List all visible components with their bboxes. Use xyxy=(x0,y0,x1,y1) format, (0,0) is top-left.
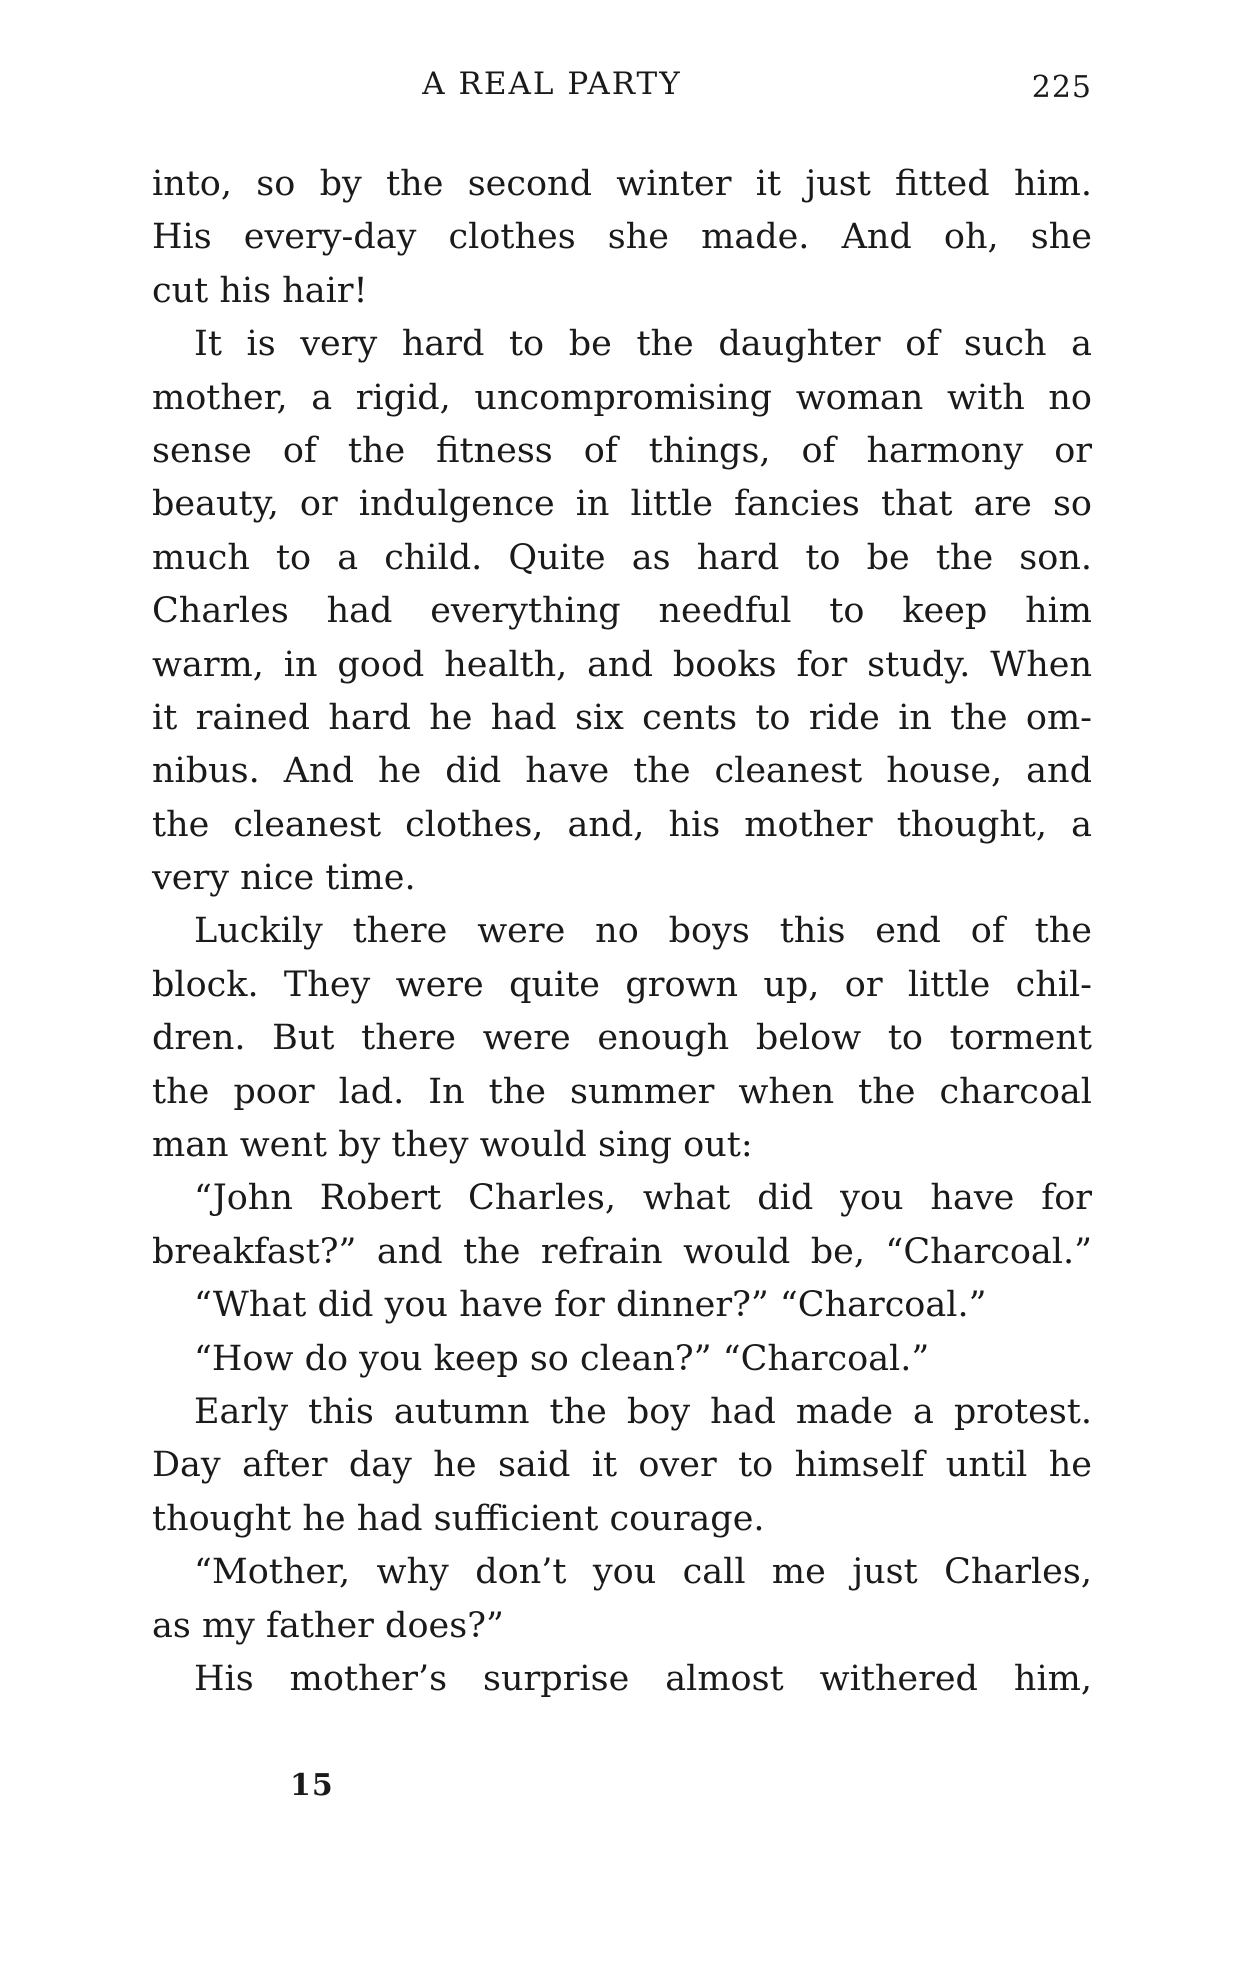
text-line: it rained hard he had six cents to ride in the om- xyxy=(152,697,1092,738)
text-line: Day after day he said it over to himself until he xyxy=(152,1445,1092,1486)
text-line: much to a child. Quite as hard to be the son. xyxy=(152,537,1092,578)
signature-mark: 15 xyxy=(290,1768,334,1803)
text-line: very nice time. xyxy=(152,858,416,899)
text-line: It is very hard to be the daughter of such a xyxy=(194,324,1092,365)
text-line: Early this autumn the boy had made a protest. xyxy=(194,1391,1092,1432)
text-line: “How do you keep so clean?” “Charcoal.” xyxy=(194,1338,930,1379)
text-line: nibus. And he did have the cleanest house, and xyxy=(152,751,1092,792)
body-text xyxy=(152,158,1092,1706)
running-title: A REAL PARTY xyxy=(422,66,682,102)
text-line: Charles had everything needful to keep him xyxy=(152,591,1092,632)
text-line: as my father does?” xyxy=(152,1605,504,1646)
text-line: Luckily there were no boys this end of the xyxy=(194,911,1092,952)
text-line: beauty, or indulgence in little fancies that are so xyxy=(152,484,1092,525)
text-line: thought he had sufficient courage. xyxy=(152,1498,765,1539)
text-line: breakfast?” and the refrain would be, “Charcoal.” xyxy=(152,1231,1092,1272)
text-line: the cleanest clothes, and, his mother thought, a xyxy=(152,804,1092,845)
text-line: cut his hair! xyxy=(152,270,368,311)
text-line: dren. But there were enough below to torment xyxy=(152,1018,1092,1059)
page-number: 225 xyxy=(1031,70,1092,105)
text-line: His every-day clothes she made. And oh, she xyxy=(152,217,1092,258)
text-line: into, so by the second winter it just fitted him. xyxy=(152,164,1092,204)
text-line: warm, in good health, and books for study. When xyxy=(152,644,1092,685)
text-line: mother, a rigid, uncompromising woman with no xyxy=(152,377,1092,418)
text-line: man went by they would sing out: xyxy=(152,1125,753,1166)
text-line: block. They were quite grown up, or little chil- xyxy=(152,964,1092,1005)
text-line: the poor lad. In the summer when the charcoal xyxy=(152,1071,1092,1112)
running-head xyxy=(152,66,1092,110)
text-line: sense of the fitness of things, of harmony or xyxy=(152,430,1092,471)
text-line: “John Robert Charles, what did you have for xyxy=(194,1178,1092,1219)
text-line: “What did you have for dinner?” “Charcoal.” xyxy=(194,1285,987,1326)
text-line: His mother’s surprise almost withered him, xyxy=(194,1658,1092,1699)
text-line: “Mother, why don’t you call me just Charles, xyxy=(194,1552,1092,1593)
